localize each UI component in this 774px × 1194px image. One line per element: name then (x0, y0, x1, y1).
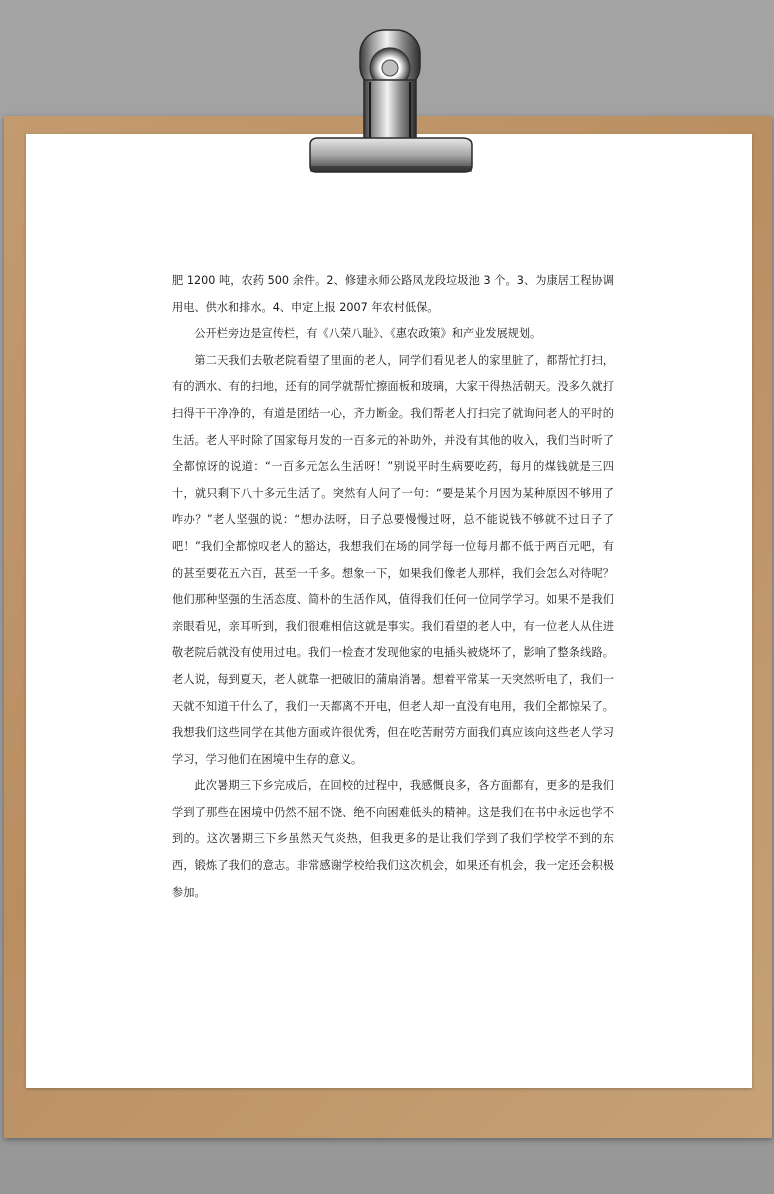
paragraph: 肥 1200 吨，农药 500 余件。2、修建永师公路凤龙段垃圾池 3 个。3、为康居工程协调用电、供水和排水。4、申定上报 2007 年农村低保。 (172, 274, 614, 314)
paragraph: 第二天我们去敬老院看望了里面的老人，同学们看见老人的家里脏了，都帮忙打扫，有的洒水、有的扫地，还有的同学就帮忙擦面板和玻璃，大家干得热活朝天。没多久就打扫得干干净净的，有道是团结一心，齐力断金。我们帮老人打扫完了就询问老人的平时的生活。老人平时除了国家每月发的一百多元的补助外，并没有其他的收入，我们当时听了全都惊讶的说道：“一百多元怎么生活呀！”别说平时生病要吃药，每月的煤钱就是三四十，就只剩下八十多元生活了。突然有人问了一句：“要是某个月因为某种原因不够用了咋办？”老人坚强的说：“想办法呀，日子总要慢慢过呀，总不能说钱不够就不过日子了吧！”我们全都惊叹老人的豁达，我想我们在场的同学每一位每月都不低于两百元吧，有的甚至要花五六百，甚至一千多。想象一下，如果我们像老人那样，我们会怎么对待呢？他们那种坚强的生活态度、简朴的生活作风，值得我们任何一位同学学习。如果不是我们亲眼看见，亲耳听到，我们很难相信这就是事实。我们看望的老人中，有一位老人从住进敬老院后就没有使用过电。我们一检查才发现他家的电插头被烧坏了，影响了整条线路。老人说，每到夏天，老人就靠一把破旧的蒲扇消暑。想着平常某一天突然听电了，我们一天就不知道干什么了，我们一天都离不开电，但老人却一直没有电用，我们全都惊呆了。我想我们这些同学在其他方面或许很优秀，但在吃苦耐劳方面我们真应该向这些老人学习学习，学习他们在困境中生存的意义。 (172, 353, 614, 766)
document-body (172, 268, 614, 906)
binder-clip-icon (300, 20, 480, 180)
paragraph: 公开栏旁边是宣传栏，有《八荣八耻》、《惠农政策》和产业发展规划。 (194, 327, 542, 341)
paragraph: 此次暑期三下乡完成后，在回校的过程中，我感慨良多，各方面都有，更多的是我们学到了那些在困境中仍然不屈不饶、绝不向困难低头的精神。这是我们在书中永远也学不到的。这次暑期三下乡虽然天气炎热，但我更多的是让我们学到了我们学校学不到的东西，锻炼了我们的意志。非常感谢学校给我们这次机会，如果还有机会，我一定还会积极参加。 (172, 779, 614, 899)
